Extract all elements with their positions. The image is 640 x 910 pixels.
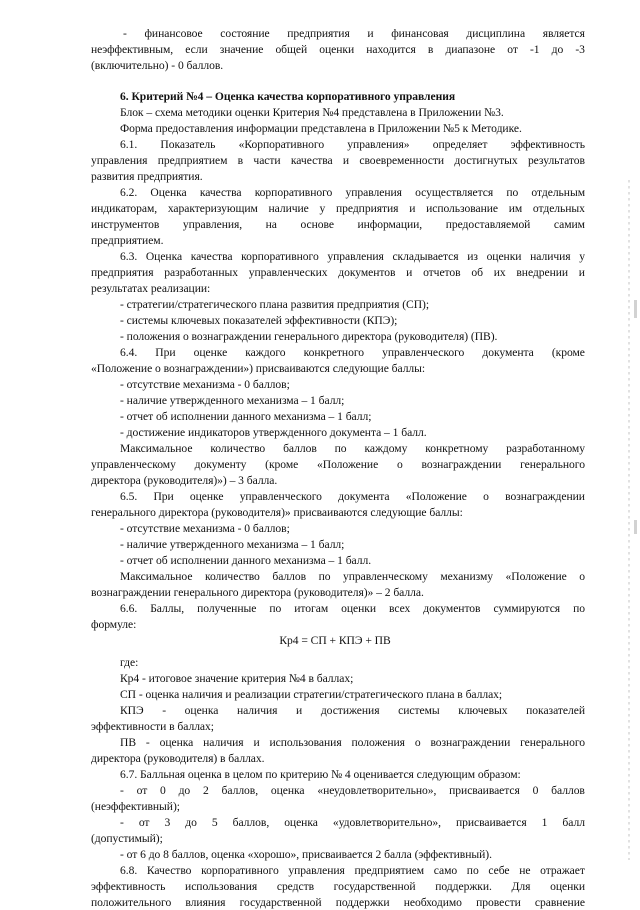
text-line: 6.2. Оценка качества корпоративного управления осуществляется по отдельным [120,186,585,199]
text-line: 6.4. При оценке каждого конкретного управленческого документа (кроме [120,346,585,359]
text-line: - стратегии/стратегического плана развития предприятия (СП); [120,298,430,311]
text-line: 6.7. Балльная оценка в целом по критерию № 4 оценивается следующим образом: [120,768,521,781]
text-line: неэффективным, если значение общей оценки находится в диапазоне от -1 до -3 [91,43,585,56]
text-line: эффективности в баллах; [91,720,214,733]
text-line: Форма предоставления информации представлена в Приложении №5 к Методике. [120,122,522,135]
text-line: развития предприятия. [91,170,203,183]
text-line: директора (руководителя)») – 3 балла. [91,474,278,487]
text-line: (включительно) - 0 баллов. [91,59,224,72]
text-line: - отчет об исполнении данного механизма – 1 балл; [120,410,372,423]
text-line: предприятия разработанных управленческих документов и отчетов об их внедрении и [91,266,585,279]
text-line: - от 3 до 5 баллов, оценка «удовлетворительно», присваивается 1 балл [120,816,585,829]
text-line: 6.8. Качество корпоративного управления предприятием само по себе не отражает [120,864,585,877]
text-line: Кр4 - итоговое значение критерия №4 в баллах; [120,672,354,685]
text-line: вознаграждении генерального директора (руководителя)» – 2 балла. [91,586,424,599]
text-line: эффективность использования средств государственной поддержки. Для оценки [91,880,585,893]
text-line: 6.6. Баллы, полученные по итогам оценки всех документов суммируются по [120,602,585,615]
scan-margin-artifact [628,180,630,860]
text-line: (допустимый); [91,832,163,845]
text-line: управленческому документу (кроме «Положение о вознаграждении генерального [91,458,585,471]
text-line: «Положение о вознаграждении») присваиваются следующие баллы: [91,362,426,375]
text-line: - от 0 до 2 баллов, оценка «неудовлетворительно», присваивается 0 баллов [120,784,585,797]
text-line: - положения о вознаграждении генерального директора (руководителя) (ПВ). [120,330,498,343]
text-line: 6.3. Оценка качества корпоративного управления складывается из оценки наличия у [120,250,585,263]
text-line: Максимальное количество баллов по каждому конкретному разработанному [120,442,585,455]
text-line: Блок – схема методики оценки Критерия №4 представлена в Приложении №3. [120,106,504,119]
formula: Кр4 = СП + КПЭ + ПВ [279,634,391,647]
text-line: 6.1. Показатель «Корпоративного управления» определяет эффективность [120,138,585,151]
text-line: - отсутствие механизма - 0 баллов; [120,522,290,535]
text-line: положительного влияния государственной поддержки необходимо провести сравнение [91,896,585,909]
text-line: инструментов управления, на основе информации, предоставляемой самим [91,218,585,231]
text-line: формуле: [91,618,137,631]
text-line: - наличие утвержденного механизма – 1 балл; [120,394,345,407]
text-line: - отсутствие механизма - 0 баллов; [120,378,290,391]
text-line: индикаторам, характеризующим наличие у предприятия и использование им отдельных [91,202,585,215]
text-line: ПВ - оценка наличия и использования положения о вознаграждении генерального [120,736,585,749]
text-line: где: [120,656,139,669]
text-line: управления предприятием в части качества и своевременности достигнутых результатов [91,154,585,167]
text-line: (неэффективный); [91,800,180,813]
text-line: 6.5. При оценке управленческого документа «Положение о вознаграждении [120,490,585,503]
text-line: генерального директора (руководителя)» присваиваются следующие баллы: [91,506,463,519]
text-line: предприятием. [91,234,164,247]
text-line: результатах реализации: [91,282,211,295]
text-line: - отчет об исполнении данного механизма – 1 балл. [120,554,372,567]
text-line: - финансовое состояние предприятия и финансовая дисциплина является [123,27,585,40]
text-line: - от 6 до 8 баллов, оценка «хорошо», присваивается 2 балла (эффективный). [120,848,492,861]
scan-edge-mark [634,520,637,534]
text-line: - достижение индикаторов утвержденного документа – 1 балл. [120,426,427,439]
section-heading: 6. Критерий №4 – Оценка качества корпоративного управления [120,90,456,103]
text-line: - наличие утвержденного механизма – 1 балл; [120,538,345,551]
scan-edge-mark [634,300,637,318]
text-line: - системы ключевых показателей эффективности (КПЭ); [120,314,398,327]
text-line: директора (руководителя) в баллах. [91,752,265,765]
text-line: Максимальное количество баллов по управленческому механизму «Положение о [120,570,585,583]
text-line: КПЭ - оценка наличия и достижения системы ключевых показателей [120,704,585,717]
text-line: СП - оценка наличия и реализации стратегии/стратегического плана в баллах; [120,688,503,701]
